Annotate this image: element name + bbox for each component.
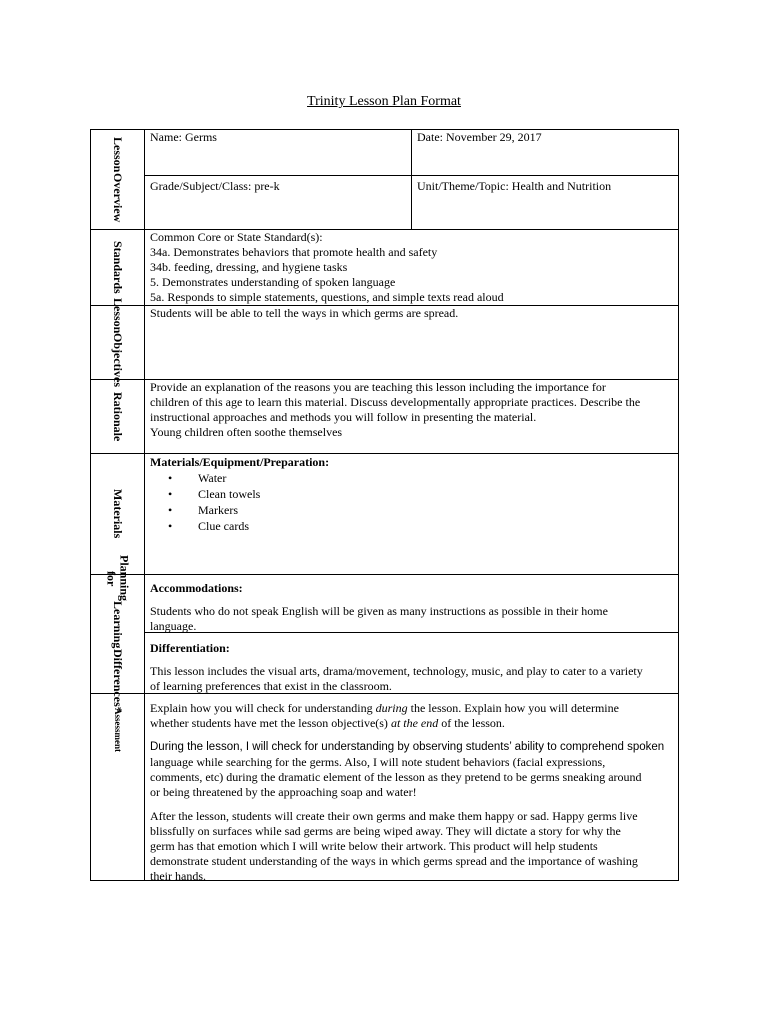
side-label-line: Objectives: [111, 333, 125, 388]
assessment-prompt-line: [150, 701, 664, 716]
assessment-prompt-line: [150, 716, 664, 731]
standards-content: [150, 230, 504, 305]
assessment-during-line: During the lesson, I will check for understanding by observing students’ ability to comprehend spoken: [150, 741, 665, 753]
accommodations-line: language.: [150, 619, 197, 633]
assessment-after-line: demonstrate student understanding of the ways in which germs spread and the importance of washing: [150, 854, 638, 868]
side-column-divider: [144, 129, 145, 881]
standards-line: 5. Demonstrates understanding of spoken language: [150, 275, 396, 289]
list-item: • Markers: [146, 502, 329, 518]
lesson-grade: Grade/Subject/Class: pre-k: [150, 179, 280, 193]
side-label-line: Materials: [111, 489, 125, 539]
differentiation-heading: Differentiation:: [150, 641, 230, 655]
side-label-line: Lesson: [111, 297, 125, 334]
materials-list: [146, 470, 329, 534]
assessment-prompt-emphasis: at the end: [390, 716, 439, 730]
objectives-text: Students will be able to tell the ways in which germs are spread.: [150, 306, 459, 320]
side-label-line: Lesson: [111, 137, 125, 173]
overview-column-divider: [411, 129, 412, 229]
list-item: • Clean towels: [146, 486, 329, 502]
row-divider-materials: [90, 453, 679, 454]
rationale-content: [150, 380, 640, 440]
side-label-line: Assessment: [113, 708, 123, 752]
list-item: • Clue cards: [146, 518, 329, 534]
side-label-line: Learning: [111, 601, 125, 649]
assessment-prompt-text: the lesson. Explain how you will determine: [407, 701, 619, 715]
assessment-prompt-text: Explain how you will check for understanding: [150, 701, 376, 715]
assessment-during-line: language while searching for the germs. Also, I will note student behaviors (facial expressions,: [150, 755, 606, 769]
assessment-after-line: their hands.: [150, 869, 206, 883]
assessment-prompt-text: whether students have met the lesson objective(s): [150, 716, 391, 730]
accommodations-line: Students who do not speak English will be given as many instructions as possible in their home: [150, 604, 608, 618]
document-title: Trinity Lesson Plan Format: [307, 94, 461, 109]
standards-line: Common Core or State Standard(s):: [150, 230, 323, 244]
accommodations-content: [150, 581, 608, 634]
standards-line: 34a. Demonstrates behaviors that promote health and safety: [150, 245, 438, 259]
side-label-lesson-overview: [91, 130, 144, 229]
side-label-rationale: [91, 380, 144, 453]
standards-line: 5a. Responds to simple statements, questions, and simple texts read aloud: [150, 290, 504, 304]
assessment-during-line: comments, etc) during the dramatic element of the lesson as they pretend to be germs sneaking around: [150, 770, 642, 784]
accommodations-heading: Accommodations:: [150, 581, 243, 595]
side-label-line: Standards: [111, 241, 125, 294]
lesson-unit: Unit/Theme/Topic: Health and Nutrition: [417, 179, 612, 193]
rationale-prompt-line: children of this age to learn this material. Discuss developmentally appropriate practices. Describe the: [150, 395, 641, 409]
materials-heading: Materials/Equipment/Preparation:: [150, 455, 330, 469]
differentiation-content: [150, 641, 643, 694]
table-border-right: [678, 129, 679, 881]
lesson-date: Date: November 29, 2017: [417, 130, 542, 144]
side-label-lesson-objectives: [91, 297, 144, 388]
side-label-assessment: [91, 694, 144, 766]
differentiation-line: This lesson includes the visual arts, drama/movement, technology, music, and play to cater to a variety: [150, 664, 643, 678]
assessment-after-line: After the lesson, students will create their own germs and make them happy or sad. Happy germs live: [150, 809, 638, 823]
rationale-answer: Young children often soothe themselves: [150, 425, 343, 439]
assessment-content: [150, 701, 664, 884]
rationale-prompt-line: Provide an explanation of the reasons you are teaching this lesson including the importance for: [150, 380, 606, 394]
assessment-prompt-text: of the lesson.: [438, 716, 505, 730]
overview-row-divider: [144, 175, 679, 176]
assessment-after-line: germ has that emotion which I will write below their artwork. This product will help students: [150, 839, 598, 853]
side-label-line: Overview: [111, 172, 125, 222]
lesson-name: Name: Germs: [150, 130, 217, 144]
materials-content: [150, 455, 329, 534]
side-label-standards: [91, 230, 144, 305]
side-label-line: Differences*: [111, 648, 125, 713]
rationale-prompt-line: instructional approaches and methods you will follow in presenting the material.: [150, 410, 537, 424]
assessment-prompt-emphasis: during: [375, 701, 408, 715]
list-item: • Water: [146, 470, 329, 486]
differentiation-line: of learning preferences that exist in the classroom.: [150, 679, 392, 693]
assessment-during-line: or being threatened by the approaching soap and water!: [150, 785, 417, 799]
assessment-after-line: blissfully on surfaces while sad germs are being wiped away. They will dictate a story for why the: [150, 824, 621, 838]
side-label-line: Planning for: [104, 555, 132, 602]
side-label-planning: [91, 555, 144, 713]
standards-line: 34b. feeding, dressing, and hygiene tasks: [150, 260, 348, 274]
row-divider-planning: [90, 574, 679, 575]
side-label-line: Rationale: [111, 391, 125, 442]
